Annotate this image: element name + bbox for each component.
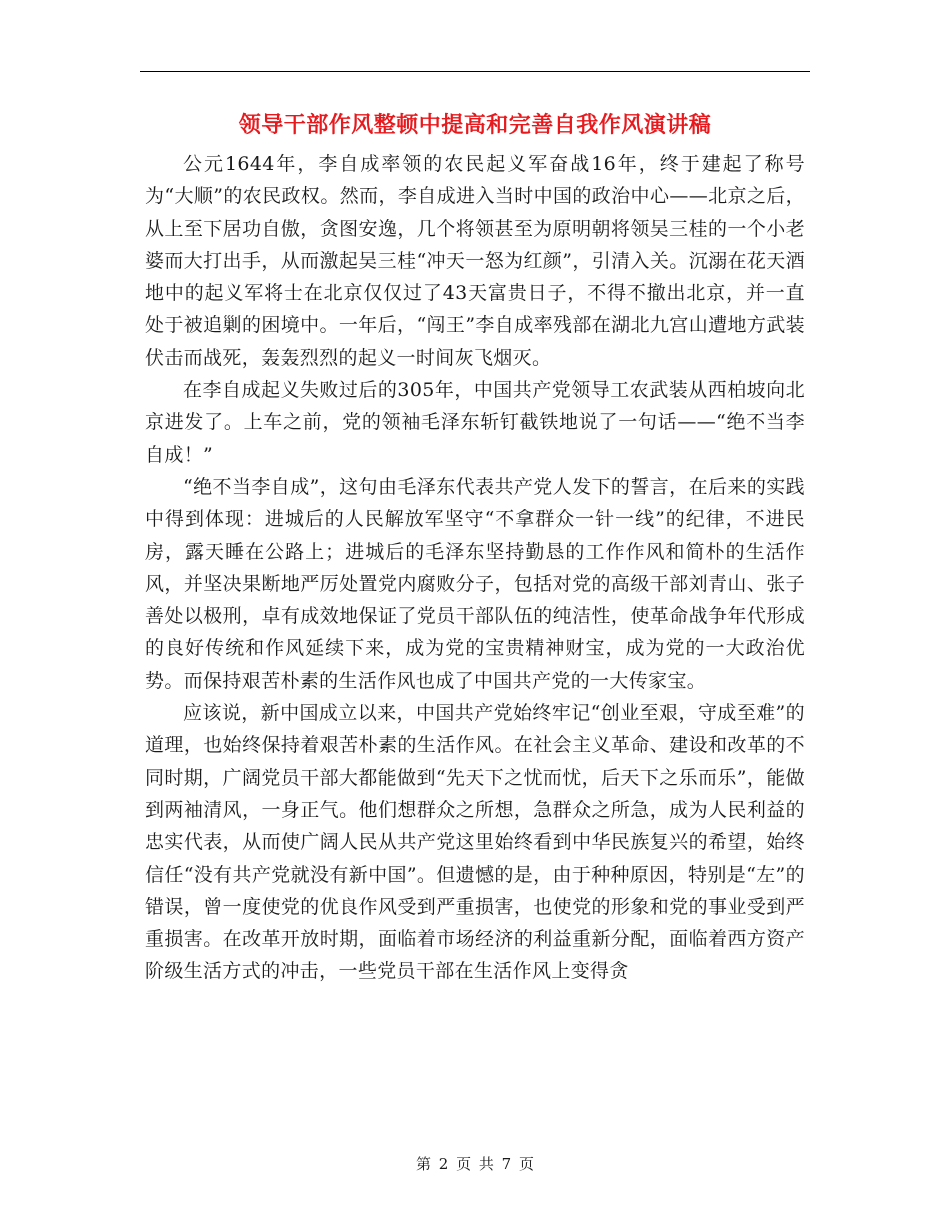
document-body (145, 148, 805, 988)
paragraph-2: 在李自成起义失败过后的305年，中国共产党领导工农武装从西柏坡向北京进发了。上车之前，党的领袖毛泽东斩钉截铁地说了一句话——“绝不当李自成！” (145, 379, 805, 466)
header-rule (140, 71, 810, 72)
paragraph-4: 应该说，新中国成立以来，中国共产党始终牢记“创业至艰，守成至难”的道理，也始终保持着艰苦朴素的生活作风。在社会主义革命、建设和改革的不同时期，广阔党员干部大都能做到“先天下之忧而忧，后天下之乐而乐”，能做到两袖清风，一身正气。他们想群众之所想，急群众之所急，成为人民利益的忠实代表，从而使广阔人民从共产党这里始终看到中华民族复兴的希望，始终信任“没有共产党就没有新中国”。但遗憾的是，由于种种原因，特别是“左”的错误，曾一度使党的优良作风受到严重损害，也使党的形象和党的事业受到严重损害。在改革开放时期，面临着市场经济的利益重新分配，面临着西方资产阶级生活方式的冲击，一些党员干部在生活作风上变得贪 (145, 702, 805, 983)
document-title: 领导干部作风整顿中提高和完善自我作风演讲稿 (238, 112, 712, 138)
paragraph-1: 公元1644年，李自成率领的农民起义军奋战16年，终于建起了称号为“大顺”的农民政权。然而，李自成进入当时中国的政治中心——北京之后，从上至下居功自傲，贪图安逸，几个将领甚至为原明朝将领吴三桂的一个小老婆而大打出手，从而激起吴三桂“冲天一怒为红颜”，引清入关。沉溺在花天酒地中的起义军将士在北京仅仅过了43天富贵日子，不得不撤出北京，并一直处于被追剿的困境中。一年后，“闯王”李自成率残部在湖北九宫山遭地方武装伏击而战死，轰轰烈烈的起义一时间灰飞烟灭。 (145, 153, 805, 369)
page-footer: 第 2 页 共 7 页 (416, 1155, 534, 1173)
paragraph-3: “绝不当李自成”，这句由毛泽东代表共产党人发下的誓言，在后来的实践中得到体现：进城后的人民解放军坚守“不拿群众一针一线”的纪律，不进民房，露天睡在公路上；进城后的毛泽东坚持勤恳的工作作风和简朴的生活作风，并坚决果断地严厉处置党内腐败分子，包括对党的高级干部刘青山、张子善处以极刑，卓有成效地保证了党员干部队伍的纯洁性，使革命战争年代形成的良好传统和作风延续下来，成为党的宝贵精神财宝，成为党的一大政治优势。而保持艰苦朴素的生活作风也成了中国共产党的一大传家宝。 (145, 475, 805, 692)
